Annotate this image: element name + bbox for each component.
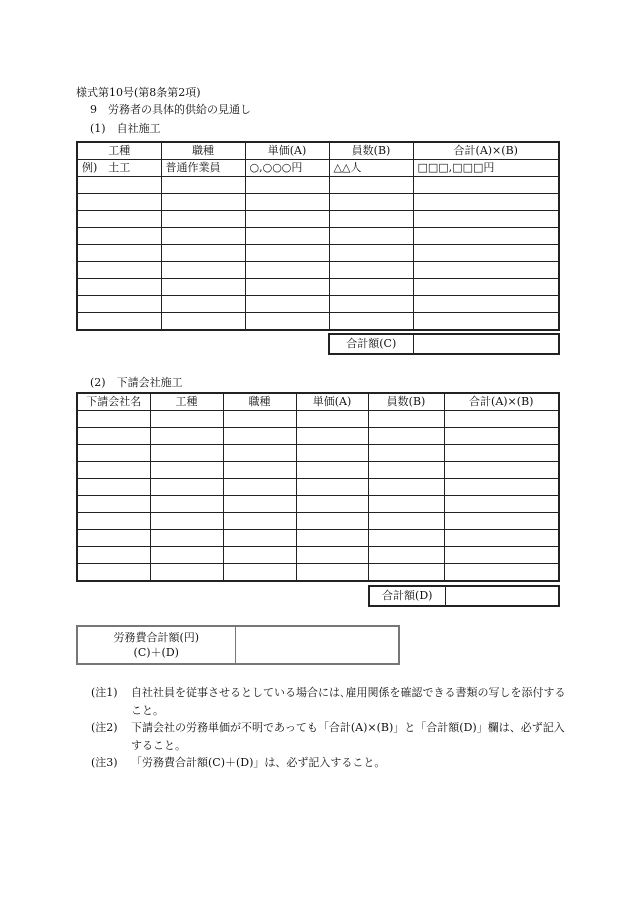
sub-table-cell[interactable] (223, 411, 296, 428)
note-3-tag: (注3) (91, 756, 118, 769)
sub-header-unit-price: 単価(A) (296, 393, 368, 411)
sub-table-cell[interactable] (150, 496, 223, 513)
sub-table-cell[interactable] (223, 428, 296, 445)
sub-table-cell[interactable] (296, 462, 368, 479)
sub-table-row (77, 496, 559, 513)
sub-table-cell[interactable] (296, 411, 368, 428)
own-table-cell[interactable] (413, 211, 559, 228)
own-table-cell[interactable] (413, 279, 559, 296)
sub-table-cell[interactable] (368, 479, 444, 496)
sub-table-cell[interactable] (368, 445, 444, 462)
own-total-value[interactable] (413, 334, 559, 354)
own-table-cell[interactable] (329, 279, 413, 296)
own-table-row (77, 211, 559, 228)
note-1-text: 自社社員を従事させるとしている場合には､雇用関係を確認できる書類の写しを添付すること。 (131, 686, 566, 717)
own-table-cell[interactable] (413, 262, 559, 279)
sub-table-cell[interactable] (296, 564, 368, 582)
section-title: 9 労務者の具体的供給の見通し (90, 103, 251, 116)
own-table-cell[interactable] (329, 177, 413, 194)
sub-table-cell[interactable] (368, 462, 444, 479)
sub-table-cell[interactable] (150, 564, 223, 582)
sub-table-cell[interactable] (77, 564, 150, 582)
note-1 (91, 684, 571, 719)
sub-table-cell[interactable] (77, 479, 150, 496)
sub-table-cell[interactable] (77, 496, 150, 513)
sub-table-row (77, 411, 559, 428)
labor-total-label (77, 626, 235, 664)
own-table-cell[interactable] (161, 177, 245, 194)
own-table-cell[interactable] (329, 313, 413, 331)
sub-header-total: 合計(A)×(B) (444, 393, 559, 411)
sub-table-cell[interactable] (296, 479, 368, 496)
sub-table-row (77, 547, 559, 564)
own-table-cell[interactable] (413, 313, 559, 331)
sub-header-row (77, 393, 559, 411)
own-table-cell[interactable] (413, 245, 559, 262)
sub-table-cell[interactable] (296, 547, 368, 564)
labor-total-table (76, 625, 400, 665)
sub-table-cell[interactable] (77, 547, 150, 564)
own-table-cell[interactable] (329, 211, 413, 228)
own-table-cell[interactable] (161, 262, 245, 279)
own-table-cell[interactable] (161, 296, 245, 313)
form-id: 様式第10号(第8条第2項) (76, 86, 201, 99)
own-table-cell[interactable] (329, 245, 413, 262)
own-table-cell[interactable] (77, 296, 161, 313)
sub-header-headcount: 員数(B) (368, 393, 444, 411)
own-table-cell[interactable] (245, 211, 329, 228)
note-2-text: 下請会社の労務単価が不明であっても「合計(A)×(B)」と「合計額(D)」欄は、必ず記入すること。 (131, 721, 565, 752)
sub-table-cell[interactable] (368, 428, 444, 445)
sub-table-cell[interactable] (444, 513, 559, 530)
own-table-row (77, 296, 559, 313)
sub-table-row (77, 530, 559, 547)
own-total-row (329, 334, 559, 354)
own-header-headcount: 員数(B) (329, 142, 413, 160)
sub-table-cell[interactable] (150, 445, 223, 462)
own-table-cell[interactable] (413, 194, 559, 211)
own-table-cell[interactable] (77, 211, 161, 228)
own-table-cell[interactable] (413, 296, 559, 313)
own-table-cell[interactable] (161, 313, 245, 331)
sub-table-cell[interactable] (444, 479, 559, 496)
sub-table-cell[interactable] (223, 479, 296, 496)
sub-table-row (77, 462, 559, 479)
note-2-tag: (注2) (91, 721, 118, 734)
own-table-row (77, 177, 559, 194)
sub-table-cell[interactable] (150, 547, 223, 564)
sub-table-row (77, 479, 559, 496)
sub-table-cell[interactable] (223, 513, 296, 530)
own-header-row (77, 142, 559, 160)
sub-table-cell[interactable] (223, 547, 296, 564)
own-table-cell[interactable] (329, 296, 413, 313)
own-table-cell[interactable] (245, 313, 329, 331)
own-example-work-type[interactable]: 例) 土工 (77, 160, 161, 177)
sub-table-cell[interactable] (223, 530, 296, 547)
own-table-cell[interactable] (161, 245, 245, 262)
note-3 (91, 754, 571, 772)
own-table-cell[interactable] (245, 194, 329, 211)
sub-table-cell[interactable] (296, 428, 368, 445)
sub-table-cell[interactable] (444, 445, 559, 462)
sub-table-cell[interactable] (368, 547, 444, 564)
own-table-row (77, 313, 559, 331)
own-table-cell[interactable] (161, 228, 245, 245)
own-total-table (328, 333, 560, 355)
sub-table-row (77, 564, 559, 582)
sub-table-cell[interactable] (368, 564, 444, 582)
sub-table-cell[interactable] (444, 547, 559, 564)
sub-table-cell[interactable] (444, 428, 559, 445)
sub-table-cell[interactable] (296, 530, 368, 547)
labor-total-value[interactable] (235, 626, 399, 664)
sub-header-job-type: 職種 (223, 393, 296, 411)
sub-table-cell[interactable] (150, 462, 223, 479)
sub-table-cell[interactable] (223, 445, 296, 462)
own-table-cell[interactable] (77, 194, 161, 211)
sub-table-cell[interactable] (368, 411, 444, 428)
notes (91, 684, 571, 772)
sub-table-cell[interactable] (77, 513, 150, 530)
own-table-cell[interactable] (77, 279, 161, 296)
own-header-work-type: 工種 (77, 142, 161, 160)
labor-total-label-line2: (C)＋(D) (133, 646, 179, 659)
sub-table-row (77, 445, 559, 462)
own-table-cell[interactable] (413, 228, 559, 245)
sub-table-row (77, 428, 559, 445)
sub-table-cell[interactable] (444, 564, 559, 582)
own-table-cell[interactable] (77, 245, 161, 262)
sub-subtitle: (2) 下請会社施工 (90, 376, 183, 389)
own-subtitle: (1) 自社施工 (90, 122, 161, 135)
sub-table-cell[interactable] (150, 479, 223, 496)
sub-table-cell[interactable] (150, 530, 223, 547)
own-table-cell[interactable] (77, 262, 161, 279)
own-example-job-type[interactable]: 普通作業員 (161, 160, 245, 177)
own-table-cell[interactable] (245, 262, 329, 279)
own-table-cell[interactable] (161, 279, 245, 296)
own-example-total[interactable]: □□□,□□□円 (413, 160, 559, 177)
note-3-text: 「労務費合計額(C)＋(D)」は、必ず記入すること。 (131, 756, 386, 769)
sub-table-cell[interactable] (223, 462, 296, 479)
sub-total-table (368, 585, 560, 607)
own-header-unit-price: 単価(A) (245, 142, 329, 160)
sub-table-cell[interactable] (296, 445, 368, 462)
sub-table-cell[interactable] (368, 530, 444, 547)
sub-table-cell[interactable] (77, 411, 150, 428)
own-table-cell[interactable] (245, 177, 329, 194)
own-header-total: 合計(A)×(B) (413, 142, 559, 160)
own-example-unit-price[interactable]: ○,○○○円 (245, 160, 329, 177)
sub-table-cell[interactable] (444, 496, 559, 513)
sub-total-label: 合計額(D) (369, 586, 445, 606)
own-example-headcount[interactable]: △△人 (329, 160, 413, 177)
own-table-cell[interactable] (161, 211, 245, 228)
own-table-cell[interactable] (161, 194, 245, 211)
own-total-label: 合計額(C) (329, 334, 413, 354)
own-table-cell[interactable] (245, 296, 329, 313)
sub-table-cell[interactable] (150, 428, 223, 445)
subcontractor-table (76, 392, 560, 582)
own-table-cell[interactable] (329, 228, 413, 245)
sub-table-cell[interactable] (223, 564, 296, 582)
sub-table-cell[interactable] (444, 411, 559, 428)
own-table-cell[interactable] (329, 262, 413, 279)
own-table-cell[interactable] (77, 228, 161, 245)
sub-total-row (369, 586, 559, 606)
sub-table-cell[interactable] (444, 530, 559, 547)
sub-table-cell[interactable] (296, 513, 368, 530)
labor-total-label-line1: 労務費合計額(円) (113, 631, 200, 644)
sub-total-value[interactable] (445, 586, 559, 606)
sub-table-cell[interactable] (368, 513, 444, 530)
own-table-cell[interactable] (245, 228, 329, 245)
sub-table-row (77, 513, 559, 530)
sub-table-cell[interactable] (77, 462, 150, 479)
own-table-cell[interactable] (245, 279, 329, 296)
own-table-cell[interactable] (77, 313, 161, 331)
sub-table-cell[interactable] (296, 496, 368, 513)
sub-table-cell[interactable] (444, 462, 559, 479)
own-table-cell[interactable] (329, 194, 413, 211)
sub-header-company: 下請会社名 (77, 393, 150, 411)
own-header-job-type: 職種 (161, 142, 245, 160)
sub-header-work-type: 工種 (150, 393, 223, 411)
own-table-row (77, 228, 559, 245)
own-table-cell[interactable] (245, 245, 329, 262)
sub-table-cell[interactable] (77, 428, 150, 445)
own-construction-table (76, 141, 560, 331)
sub-table-cell[interactable] (150, 411, 223, 428)
own-table-row (77, 262, 559, 279)
sub-table-cell[interactable] (223, 496, 296, 513)
own-table-cell[interactable] (77, 177, 161, 194)
own-table-row (77, 194, 559, 211)
labor-total-row (77, 626, 399, 664)
sub-table-cell[interactable] (77, 530, 150, 547)
own-table-cell[interactable] (413, 177, 559, 194)
sub-table-cell[interactable] (77, 445, 150, 462)
own-table-row (77, 279, 559, 296)
sub-table-cell[interactable] (368, 496, 444, 513)
sub-table-cell[interactable] (150, 513, 223, 530)
own-table-row (77, 245, 559, 262)
note-1-tag: (注1) (91, 686, 118, 699)
note-2 (91, 719, 571, 754)
own-example-row (77, 160, 559, 177)
